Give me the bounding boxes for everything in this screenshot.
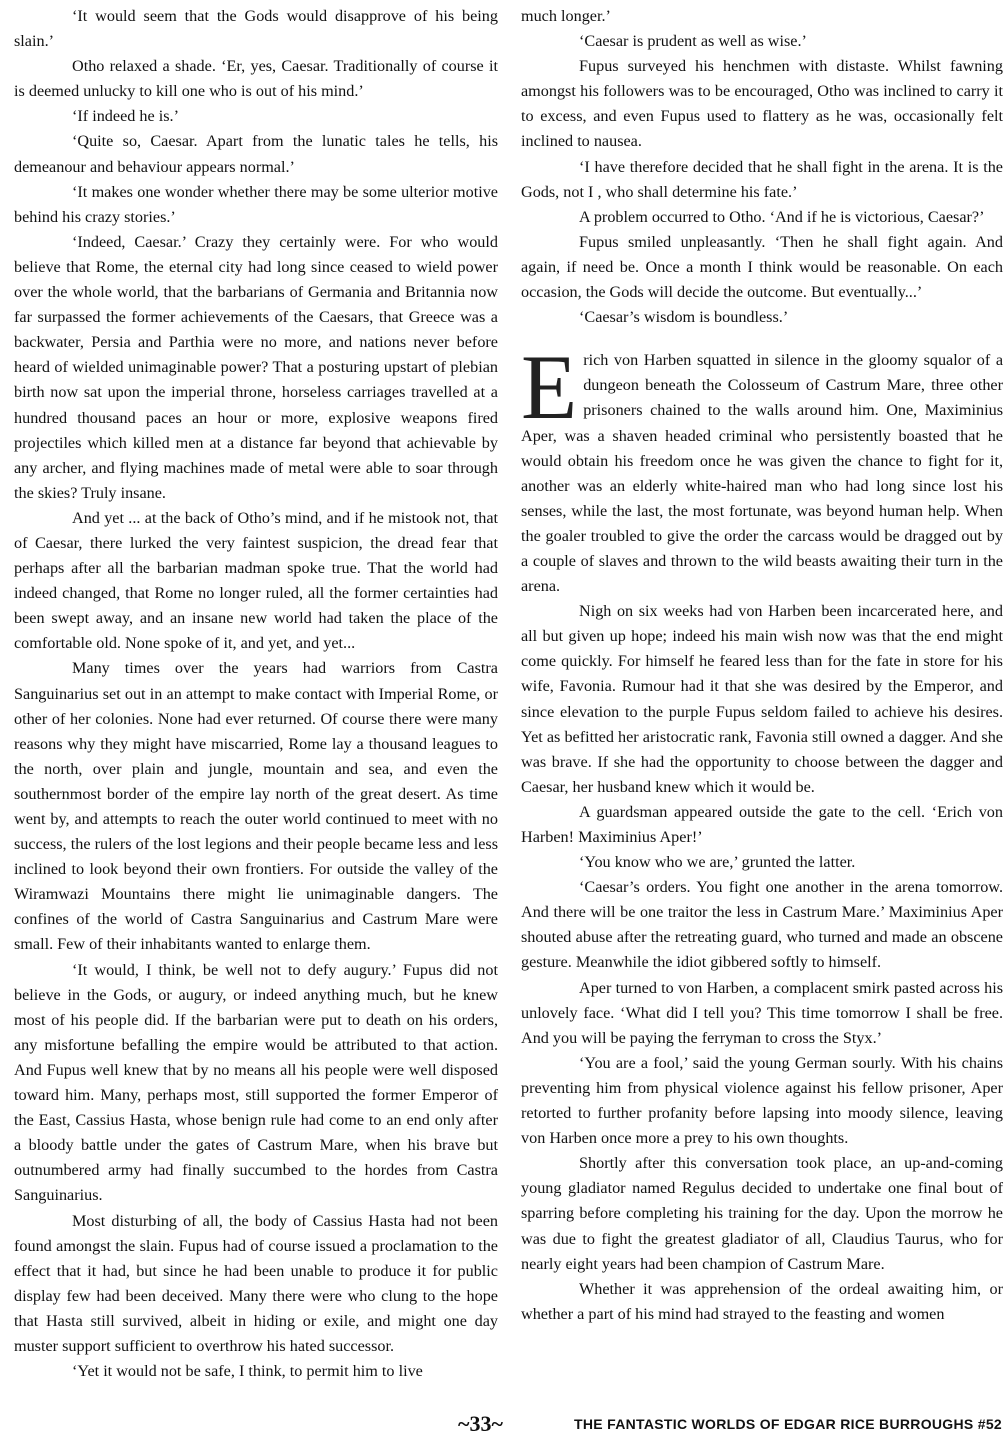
paragraph: Otho relaxed a shade. ‘Er, yes, Caesar. Traditionally of course it is deemed unlucky to kill one who is out of his mind.’ xyxy=(14,57,498,101)
running-title: THE FANTASTIC WORLDS OF EDGAR RICE BURROUGHS #52 xyxy=(574,1416,1002,1432)
paragraph: ‘Caesar is prudent as well as wise.’ xyxy=(579,32,807,51)
page-number: ~33~ xyxy=(458,1411,503,1436)
right-column xyxy=(521,4,1003,1327)
section-opening-paragraph xyxy=(521,336,1003,599)
paragraph: ‘Indeed, Caesar.’ Crazy they certainly were. For who would believe that Rome, the eternal city had long since ceased to wield power over the whole world, that the barbarians of Germania and Britannia now far surpassed the former achievements of the Caesars, that Greece was a backwater, Persia and Parthia were no more, and nations never before heard of wielded unimaginable power? That a posturing upstart of plebian birth now sat upon the imperial throne, horseless carriages travelled at a hundred thousand paces an hour or more, explosive weapons fired projectiles which killed men at a distance far beyond that achievable by any archer, and flying machines made of metal were able to soar through the skies? Truly insane. xyxy=(14,232,498,502)
drop-cap: E xyxy=(521,336,578,439)
paragraph: ‘Quite so, Caesar. Apart from the lunatic tales he tells, his demeanour and behaviour appears normal.’ xyxy=(14,132,498,176)
paragraph: ‘If indeed he is.’ xyxy=(72,107,179,126)
paragraph: Whether it was apprehension of the ordeal awaiting him, or whether a part of his mind had strayed to the feasting and women xyxy=(521,1279,1003,1323)
paragraph: A guardsman appeared outside the gate to the cell. ‘Erich von Harben! Maximinius Aper!’ xyxy=(521,802,1003,846)
paragraph: And yet ... at the back of Otho’s mind, and if he mistook not, that of Caesar, there lurked the very faintest suspicion, the dread fear that perhaps after all the barbarian madman spoke true. That the world had indeed changed, that Rome no longer ruled, all the former certainties had been swept away, and an insane new world had taken the place of the comfortable old. None spoke of it, and yet, and yet... xyxy=(14,508,498,653)
paragraph: Shortly after this conversation took place, an up-and-coming young gladiator named Regulus decided to undertake one final bout of sparring before completing his training for the day. Upon the morrow he was due to fight the greatest gladiator of all, Claudius Taurus, who for nearly eight years had been champion of Castrum Mare. xyxy=(521,1154,1003,1273)
paragraph: Fupus surveyed his henchmen with distaste. Whilst fawning amongst his followers was to be encouraged, Otho was inclined to carry it to excess, and even Fupus used to flattery as he was, occasionally felt inclined to nausea. xyxy=(521,57,1003,151)
paragraph: Many times over the years had warriors from Castra Sanguinarius set out in an attempt to make contact with Imperial Rome, or other of her colonies. None had ever returned. Of course there were many reasons why they might have miscarried, Rome lay a thousand leagues to the north, over plain and jungle, mountain and sea, and even the southernmost border of the empire lay north of the great desert. As time went by, and attempts to reach the outer world continued to meet with no success, the rulers of the lost legions and their people became less and less inclined to look beyond their own frontiers. For outside the valley of the Wiramwazi Mountains there might lie unimaginable dangers. The confines of the world of Castra Sanguinarius and Castrum Mare were small. Few of their inhabitants wanted to enlarge them. xyxy=(14,659,498,954)
paragraph: Most disturbing of all, the body of Cassius Hasta had not been found amongst the slain. Fupus had of course issued a proclamation to the effect that it had, but since he had been unable to produce it for public display few had been deceived. Many there were who clung to the hope that Hasta still survived, albeit in hiding or exile, and might one day muster support sufficient to overthrow his hated successor. xyxy=(14,1211,498,1355)
paragraph: Nigh on six weeks had von Harben been incarcerated here, and all but given up hope; indeed his main wish now was that the end might come quickly. For himself he feared less than for the fate in store for his wife, Favonia. Rumour had it that she was desired by the Emperor, and since elevation to the purple Fupus seldom failed to achieve his desires. Yet as befitted her aristocratic rank, Favonia still owned a dagger. And she was brave. If she had the opportunity to choose between the dagger and Caesar, her husband knew which it would be. xyxy=(521,602,1003,796)
left-column xyxy=(14,4,498,1384)
paragraph: ‘Caesar’s wisdom is boundless.’ xyxy=(579,308,789,327)
paragraph: ‘Caesar’s orders. You fight one another in the arena tomorrow. And there will be one traitor the less in Castrum Mare.’ Maximinius Aper shouted abuse after the retreating guard, who turned and made an obscene gesture. Meanwhile the idiot gibbered softly to himself. xyxy=(521,878,1003,972)
paragraph: ‘I have therefore decided that he shall fight in the arena. It is the Gods, not I , who shall determine his fate.’ xyxy=(521,157,1003,201)
paragraph: A problem occurred to Otho. ‘And if he is victorious, Caesar?’ xyxy=(579,207,985,226)
paragraph: ‘You know who we are,’ grunted the latter. xyxy=(579,853,856,872)
paragraph: ‘It would, I think, be well not to defy augury.’ Fupus did not believe in the Gods, or augury, or indeed anything much, but he knew most of his people did. If the barbarian were put to death on his orders, any misfortune befalling the empire would be attributed to that action. And Fupus well knew that by no means all his people were well disposed toward him. Many, perhaps most, still supported the former Emperor of the East, Cassius Hasta, whose benign rule had come to an end only after a bloody battle under the gates of Castrum Mare, when his brave but outnumbered army had finally succumbed to the hordes from Castra Sanguinarius. xyxy=(14,960,498,1205)
paragraph: ‘It makes one wonder whether there may be some ulterior motive behind his crazy stories.’ xyxy=(14,182,498,226)
paragraph: ‘It would seem that the Gods would disapprove of his being slain.’ xyxy=(14,7,498,51)
paragraph: ‘You are a fool,’ said the young German sourly. With his chains preventing him from physical violence against his fellow prisoner, Aper retorted to further profanity before lapsing into moody silence, leaving von Harben once more a prey to his own thoughts. xyxy=(521,1053,1003,1148)
paragraph: Fupus smiled unpleasantly. ‘Then he shall fight again. And again, if need be. Once a month I think would be reasonable. On each occasion, the Gods will decide the outcome. But eventually...’ xyxy=(521,232,1003,302)
paragraph: ‘Yet it would not be safe, I think, to permit him to live xyxy=(72,1362,423,1381)
section-opening-text: rich von Harben squatted in silence in the gloomy squalor of a dungeon beneath the Colosseum of Castrum Mare, three other prisoners chained to the walls around him. One, Maximinius Aper, was a shaven headed criminal who persistently boasted that he would obtain his freedom once he was given the chance to fight for it, another was an elderly white-haired man who had long since lost his senses, while the last, the most fortunate, was beyond human help. When the goaler troubled to give the order the carcass would be dragged out by a couple of slaves and thrown to the wild beasts awaiting their turn in the arena. xyxy=(521,351,1003,596)
paragraph: Aper turned to von Harben, a complacent smirk pasted across his unlovely face. ‘What did I tell you? This time tomorrow I shall be free. And you will be paying the ferryman to cross the Styx.’ xyxy=(521,978,1003,1047)
paragraph: much longer.’ xyxy=(521,7,611,25)
